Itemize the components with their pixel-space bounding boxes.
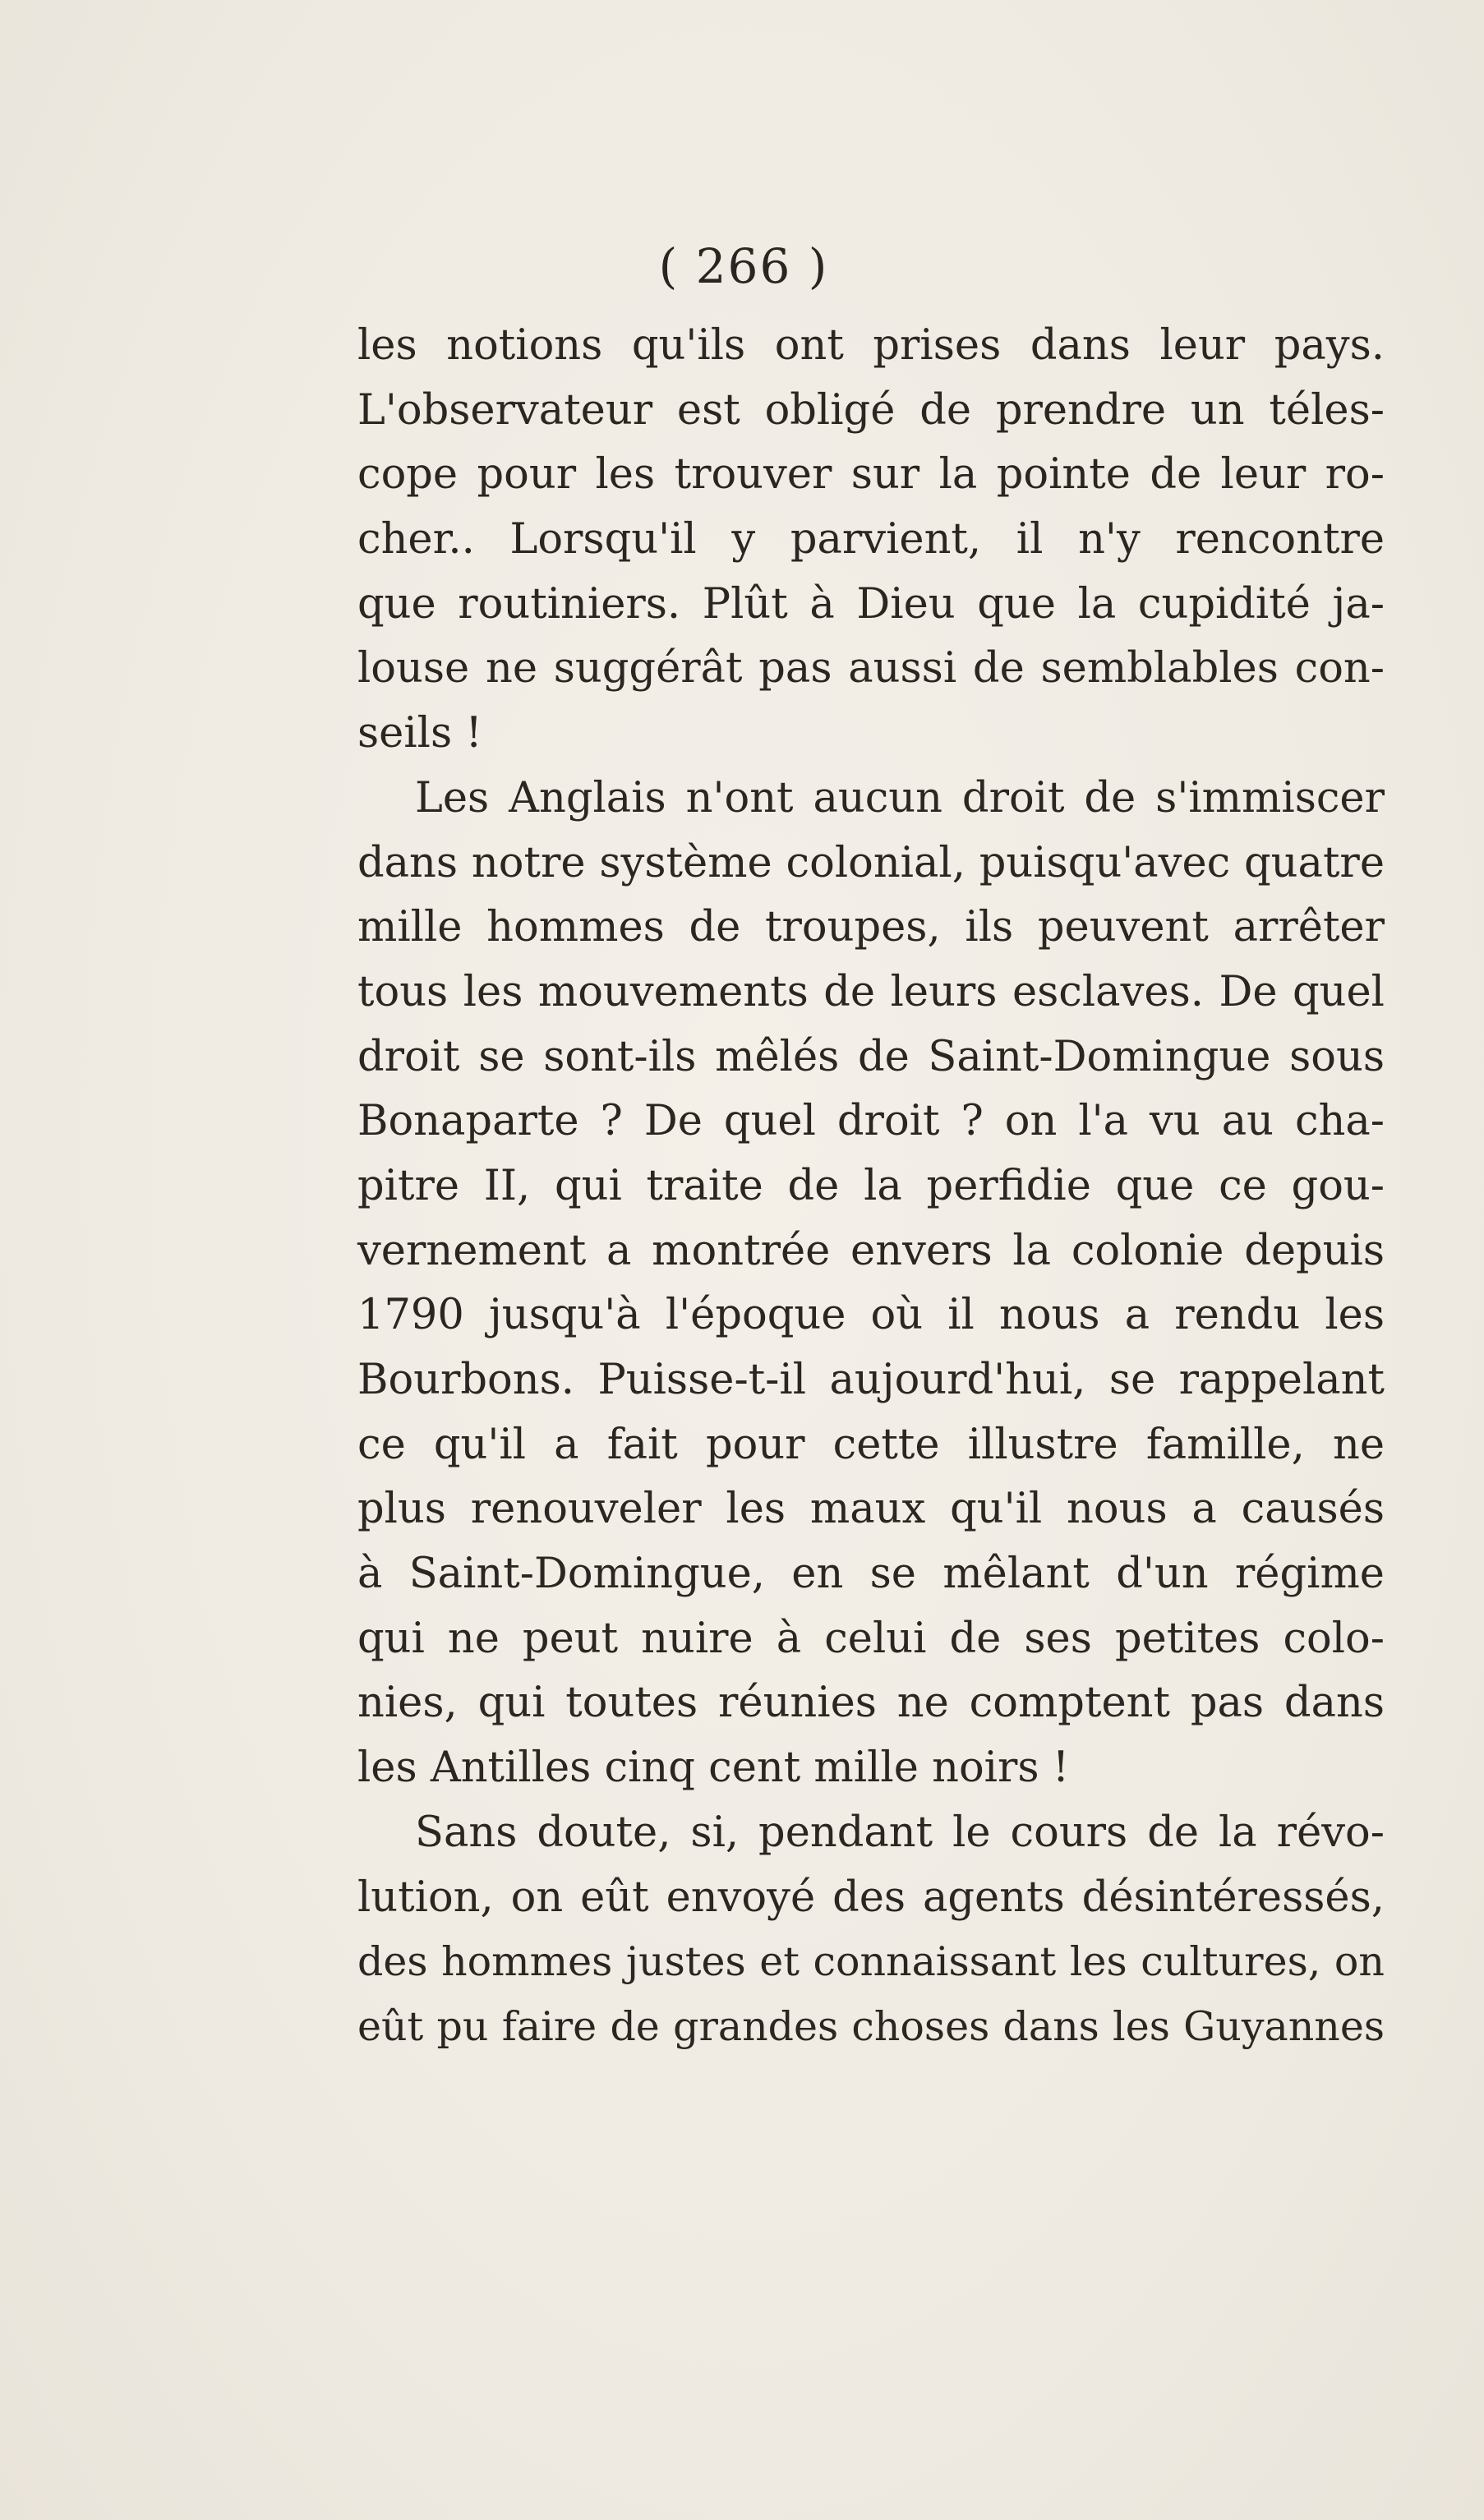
text-line: dans notre système colonial, puisqu'avec quatre [357,838,1385,887]
text-line: Les Anglais n'ont aucun droit de s'immiscer [415,773,1385,822]
text-line: seils ! [357,709,482,758]
text-line: mille hommes de troupes, ils peuvent arrêter [357,903,1385,952]
text-line: cope pour les trouver sur la pointe de leur ro- [357,450,1385,500]
text-line: qui ne peut nuire à celui de ses petites colo- [357,1614,1385,1663]
text-line: lution, on eût envoyé des agents désintéressés, [357,1873,1385,1922]
text-line: louse ne suggérât pas aussi de semblables con- [357,644,1385,693]
text-line: tous les mouvements de leurs esclaves. De quel [357,967,1385,1016]
text-line: à Saint-Domingue, en se mêlant d'un régime [357,1550,1385,1599]
page-number-header: ( 266 ) [658,238,829,294]
text-line: Bonaparte ? De quel droit ? on l'a vu au cha- [357,1097,1385,1146]
text-line: droit se sont-ils mêlés de Saint-Domingue sous [357,1032,1385,1081]
text-line: vernement a montrée envers la colonie depuis [357,1226,1385,1275]
text-line: les Antilles cinq cent mille noirs ! [357,1744,1070,1793]
text-line: plus renouveler les maux qu'il nous a causés [357,1485,1385,1534]
text-line: ce qu'il a fait pour cette illustre famille, ne [357,1420,1385,1469]
text-line: L'observateur est obligé de prendre un téles- [357,385,1385,435]
text-line: eût pu faire de grandes choses dans les Guyannes [357,2002,1385,2050]
text-line: nies, qui toutes réunies ne comptent pas dans [357,1679,1385,1728]
body-text [357,314,1385,2060]
text-line: Sans doute, si, pendant le cours de la révo- [415,1808,1385,1857]
text-line: cher.. Lorsqu'il y parvient, il n'y rencontre [357,515,1385,564]
text-line: 1790 jusqu'à l'époque où il nous a rendu les [357,1291,1385,1340]
text-line: Bourbons. Puisse-t-il aujourd'hui, se rappelant [357,1356,1385,1404]
text-line: des hommes justes et connaissant les cultures, on [357,1938,1385,1986]
text-line: que routiniers. Plût à Dieu que la cupidité ja- [357,579,1385,629]
text-line: les notions qu'ils ont prises dans leur pays. [357,321,1385,370]
text-line: pitre II, qui traite de la perfidie que ce gou- [357,1161,1385,1210]
